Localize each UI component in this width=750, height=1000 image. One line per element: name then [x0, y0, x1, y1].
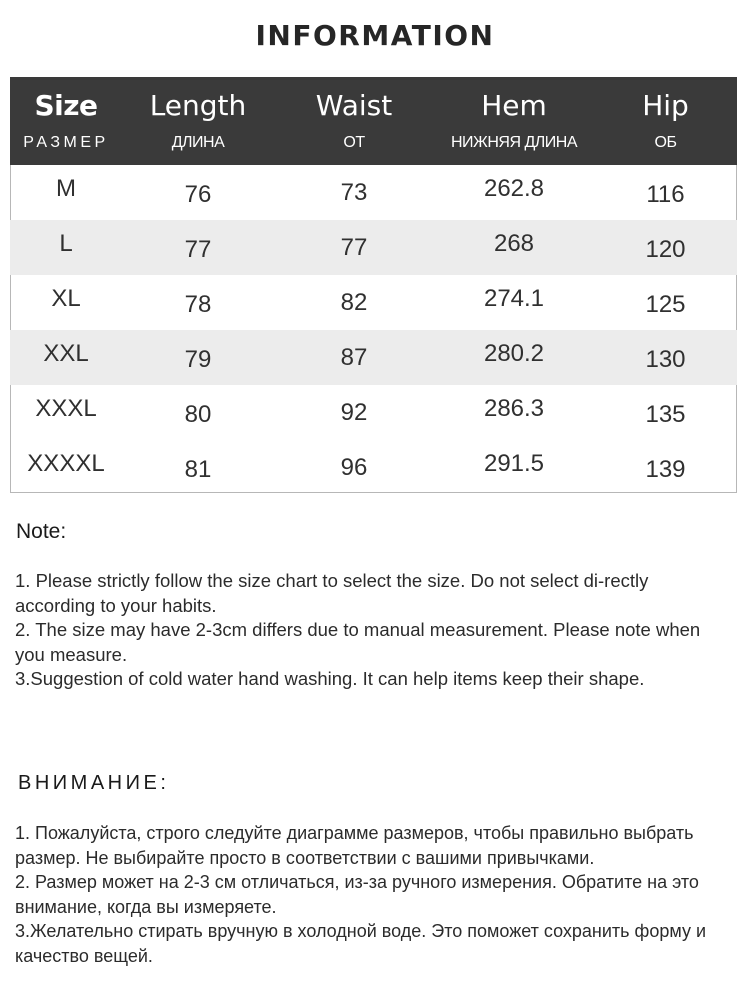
cell-size: XXXXL: [27, 450, 105, 477]
table-row: [10, 385, 737, 440]
header-hip: [594, 77, 737, 165]
cell-size: XXL: [43, 340, 89, 367]
header-label-en: Hem: [481, 89, 547, 122]
header-label-ru: ДЛИНА: [171, 134, 225, 151]
cell-size: XL: [51, 285, 81, 312]
cell-waist: 87: [340, 344, 368, 371]
table-header: [10, 77, 737, 165]
cell-hem: 268: [493, 230, 535, 257]
note-item-ru: 1. Пожалуйста, строго следуйте диаграмме размеров, чтобы правильно выбрать размер. Не выбирайте просто в соответствии с вашими привычками.: [15, 823, 694, 868]
header-waist: [274, 77, 434, 165]
table-row: [10, 220, 737, 275]
header-length: [122, 77, 274, 165]
cell-length: 81: [184, 456, 212, 483]
note-item-ru: 2. Размер может на 2-3 см отличаться, из-за ручного измерения. Обратите на это внимание, когда вы измеряете.: [15, 872, 699, 917]
cell-size: XXXL: [35, 395, 97, 422]
cell-hip: 139: [645, 456, 686, 483]
header-label-ru: РАЗМЕР: [23, 134, 109, 151]
header-label-ru: НИЖНЯЯ ДЛИНА: [451, 134, 577, 151]
note-heading-ru: ВНИМАНИЕ:: [18, 772, 170, 794]
note-item: 1. Please strictly follow the size chart to select the size. Do not select di-rectly according to your habits.: [15, 570, 649, 616]
cell-size: L: [59, 230, 73, 257]
cell-size: M: [56, 175, 76, 202]
table-body: [10, 165, 737, 495]
cell-length: 76: [184, 181, 212, 208]
header-label-ru: ОТ: [343, 134, 365, 151]
header-label-en: Length: [149, 89, 247, 122]
cell-length: 79: [184, 346, 212, 373]
header-label-en: Waist: [315, 89, 393, 122]
cell-hip: 116: [646, 181, 685, 208]
cell-length: 80: [184, 401, 212, 428]
note-item: 2. The size may have 2-3cm differs due to manual measurement. Please note when you measure.: [15, 619, 701, 665]
header-label-ru: ОБ: [654, 134, 677, 151]
table-row: [10, 165, 737, 220]
note-list-ru: [15, 821, 735, 968]
note-heading: Note:: [16, 520, 67, 543]
cell-hem: 274.1: [483, 285, 545, 312]
cell-waist: 77: [340, 234, 368, 261]
cell-hip: 120: [645, 236, 686, 263]
cell-hem: 291.5: [483, 450, 545, 477]
cell-hip: 125: [645, 291, 686, 318]
header-hem: [434, 77, 594, 165]
note-list: [15, 569, 705, 692]
cell-waist: 92: [340, 399, 368, 426]
note-item-ru: 3.Желательно стирать вручную в холодной воде. Это поможет сохранить форму и качество вещей.: [15, 921, 707, 966]
header-label-en: Hip: [642, 89, 689, 122]
page-title: INFORMATION: [255, 19, 495, 52]
header-label-en: Size: [34, 89, 98, 122]
cell-waist: 82: [340, 289, 368, 316]
table-row: [10, 275, 737, 330]
cell-hip: 135: [645, 401, 686, 428]
cell-hem: 262.8: [483, 175, 545, 202]
cell-waist: 73: [340, 179, 368, 206]
table-row: [10, 440, 737, 495]
table-row: [10, 330, 737, 385]
size-chart-table: [10, 77, 737, 493]
cell-length: 78: [184, 291, 212, 318]
cell-hem: 286.3: [483, 395, 545, 422]
cell-hem: 280.2: [483, 340, 545, 367]
cell-hip: 130: [645, 346, 686, 373]
header-size: [10, 77, 122, 165]
cell-length: 77: [184, 236, 212, 263]
cell-waist: 96: [340, 454, 368, 481]
note-item: 3.Suggestion of cold water hand washing. It can help items keep their shape.: [15, 668, 645, 689]
